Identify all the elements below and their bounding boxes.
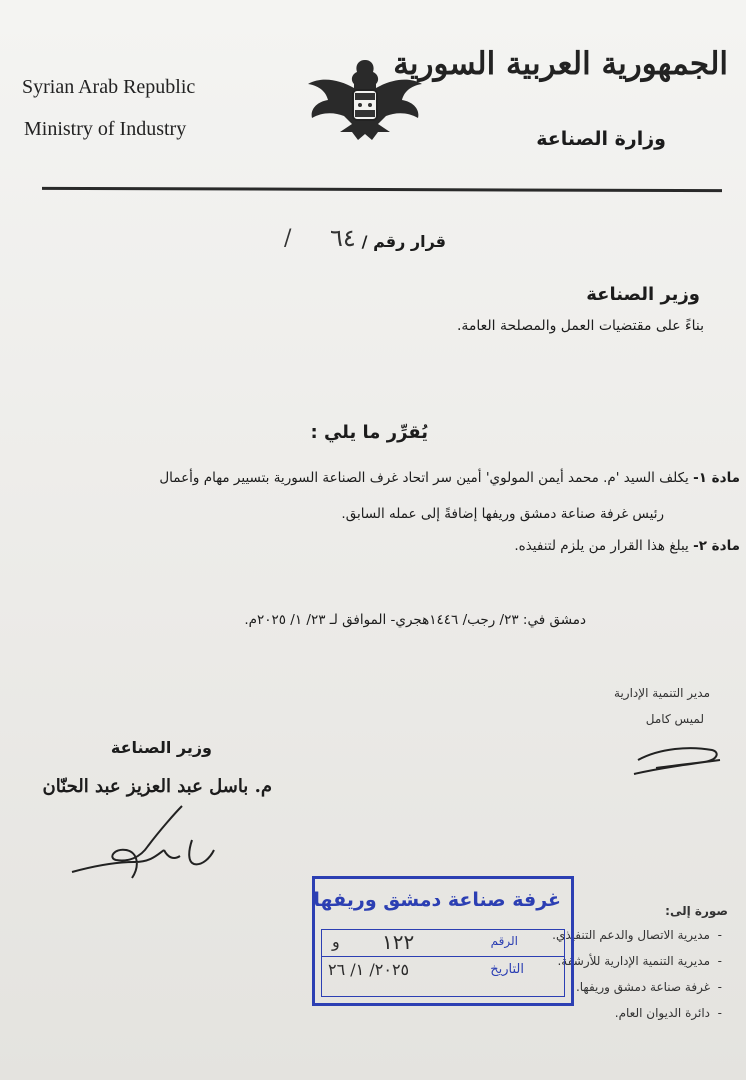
decree-heading: يُقرِّر ما يلي : xyxy=(310,422,428,443)
stamp-number-value: ١٢٢ xyxy=(382,930,415,954)
distribution-item: - دائرة الديوان العام. xyxy=(615,1006,710,1020)
issuer-title: وزير الصناعة xyxy=(586,284,700,305)
article-1-label: مادة ١- xyxy=(693,470,740,486)
issuer-basis: بناءً على مقتضيات العمل والمصلحة العامة. xyxy=(456,318,704,334)
chamber-stamp xyxy=(312,876,574,1006)
letterhead-ar-country: الجمهورية العربية السورية xyxy=(393,46,728,82)
distribution-item: - مديرية التنمية الإدارية للأرشفة. xyxy=(557,954,710,968)
article-2-line xyxy=(514,538,740,554)
stamp-date-label: التاريخ xyxy=(490,962,524,977)
stamp-number-row xyxy=(322,930,564,957)
stamp-number-label: الرقم xyxy=(490,934,518,948)
letterhead-en-ministry: Ministry of Industry xyxy=(24,118,187,140)
distribution-item: - غرفة صناعة دمشق وريفها. xyxy=(576,980,710,994)
decision-suffix: / xyxy=(284,226,292,251)
stamp-number-suffix: و xyxy=(332,932,340,951)
letterhead-ar-ministry: وزارة الصناعة xyxy=(536,128,666,150)
stamp-date-value: ٢٠٢٥/ ١/ ٢٦ xyxy=(328,960,410,979)
article-1-text-1: يكلف السيد 'م. محمد أيمن المولوي' أمين سر اتحاد غرف الصناعة السورية بتسيير مهام وأعمال xyxy=(159,470,689,486)
header-divider xyxy=(42,187,722,192)
minister-title: وزير الصناعة xyxy=(110,738,212,757)
admin-director-signature xyxy=(630,738,725,778)
article-2-label: مادة ٢- xyxy=(693,538,740,554)
admin-director-title: مدير التنمية الإدارية xyxy=(614,686,710,700)
letterhead-en-country: Syrian Arab Republic xyxy=(22,76,196,98)
article-1-text-2: رئيس غرفة صناعة دمشق وريفها إضافةً إلى عمله السابق. xyxy=(341,506,664,522)
distribution-heading: صورة إلى: xyxy=(665,904,728,918)
decision-label: قرار رقم / xyxy=(361,232,446,251)
date-line: دمشق في: ٢٣/ رجب/ ١٤٤٦هجري- الموافق لـ ٢٣/ ١/ ٢٠٢٥م. xyxy=(244,612,586,628)
stamp-title: غرفة صناعة دمشق وريفها xyxy=(313,889,561,911)
minister-signature xyxy=(64,800,234,895)
minister-name: م. باسل عبد العزيز عبد الحنّان xyxy=(42,776,272,797)
article-2-text: يبلغ هذا القرار من يلزم لتنفيذه. xyxy=(514,538,689,554)
distribution-item: - مديرية الاتصال والدعم التنفيذي. xyxy=(552,928,710,942)
article-1-line-1 xyxy=(159,470,740,486)
stamp-date-row xyxy=(322,958,564,984)
admin-director-name: لميس كامل xyxy=(645,712,704,726)
decision-number: ٦٤ xyxy=(330,224,356,252)
